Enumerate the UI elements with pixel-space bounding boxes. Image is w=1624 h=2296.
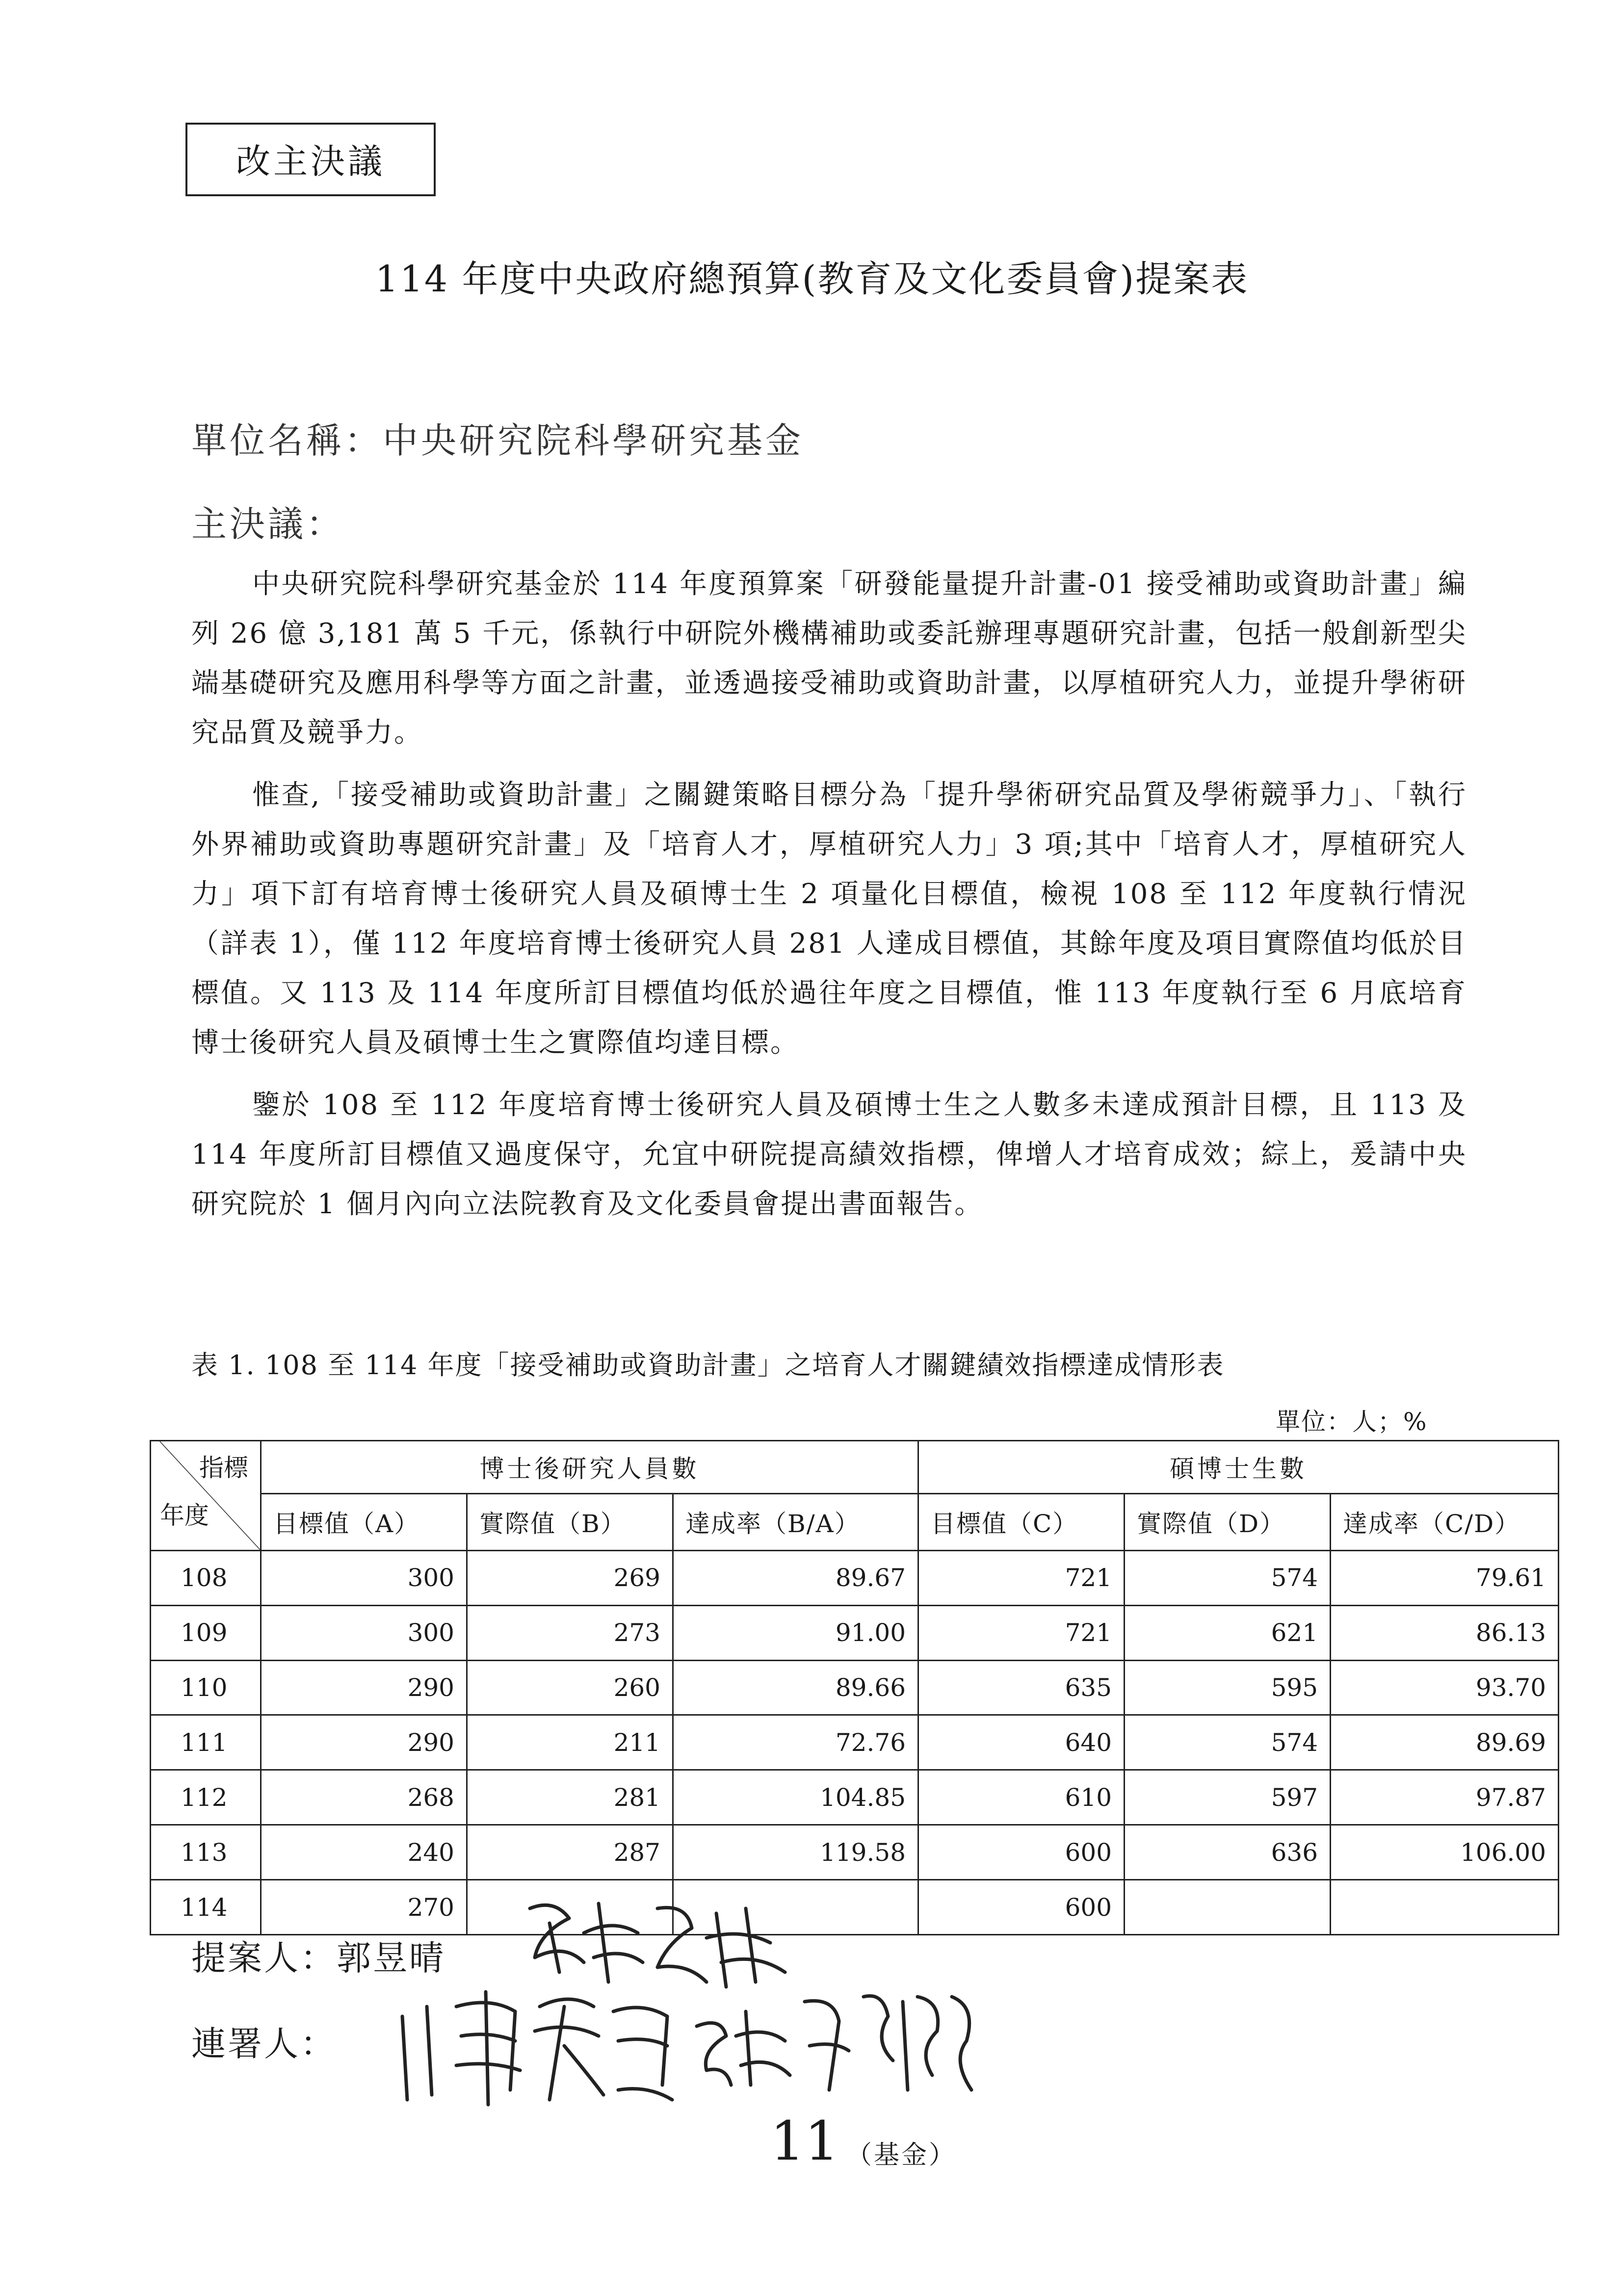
cell-target-a: 270	[261, 1880, 467, 1935]
cell-rate-cd: 93.70	[1331, 1660, 1559, 1715]
cell-rate-ba: 104.85	[673, 1770, 918, 1825]
cell-rate-ba: 89.66	[673, 1660, 918, 1715]
cell-rate-ba: 91.00	[673, 1605, 918, 1660]
cell-actual-d: 574	[1125, 1715, 1331, 1770]
page-number-suffix: （基金）	[846, 2140, 957, 2170]
cell-target-c: 600	[918, 1825, 1125, 1880]
decision-stamp-box: 改主決議	[185, 123, 436, 196]
cell-year: 114	[151, 1880, 261, 1935]
cell-actual-d: 621	[1125, 1605, 1331, 1660]
cell-actual-b: 287	[467, 1825, 673, 1880]
cell-actual-b: 273	[467, 1605, 673, 1660]
cosigner-label: 連署人：	[191, 2024, 337, 2064]
paragraph-3: 鑒於 108 至 112 年度培育博士後研究人員及碩博士生之人數多未達成預計目標，且 113 及 114 年度所訂目標值又過度保守，允宜中研院提高績效指標，俾增人才培育成效；綜上，爰請中央研究院於 1 個月內向立法院教育及文化委員會提出書面報告。	[191, 1089, 1467, 1220]
header-actual-b: 實際值（B）	[467, 1493, 673, 1550]
cell-target-c: 600	[918, 1880, 1125, 1935]
cell-rate-ba: 72.76	[673, 1715, 918, 1770]
cosigner-signature-1	[383, 1977, 687, 2114]
document-title: 114 年度中央政府總預算(教育及文化委員會)提案表	[375, 258, 1249, 300]
table-row	[151, 1825, 1559, 1880]
cell-rate-cd: 106.00	[1331, 1825, 1559, 1880]
cell-actual-b: 269	[467, 1550, 673, 1605]
proposer-label: 提案人：郭昱晴	[191, 1938, 445, 1978]
cell-actual-d	[1125, 1880, 1331, 1935]
unit-name: 單位名稱：中央研究院科學研究基金	[191, 420, 804, 461]
table-row	[151, 1770, 1559, 1825]
cell-rate-ba: 119.58	[673, 1825, 918, 1880]
cell-target-a: 240	[261, 1825, 467, 1880]
cosigner-signature-2	[687, 1982, 991, 2110]
cell-target-a: 268	[261, 1770, 467, 1825]
kpi-table	[150, 1440, 1559, 1935]
cell-actual-d: 636	[1125, 1825, 1331, 1880]
cell-actual-d: 597	[1125, 1770, 1331, 1825]
cell-target-a: 300	[261, 1605, 467, 1660]
cell-actual-d: 595	[1125, 1660, 1331, 1715]
cell-year: 110	[151, 1660, 261, 1715]
corner-label-year: 年度	[160, 1501, 209, 1530]
cell-rate-cd	[1331, 1880, 1559, 1935]
page-number: 11	[770, 2110, 839, 2172]
cell-rate-cd: 89.69	[1331, 1715, 1559, 1770]
paragraph-1: 中央研究院科學研究基金於 114 年度預算案「研發能量提升計畫-01 接受補助或資助計畫」編列 26 億 3,181 萬 5 千元，係執行中研院外機構補助或委託辦理專題研究計畫，包括一般創新型尖端基礎研究及應用科學等方面之計畫，並透過接受補助或資助計畫，以厚植研究人力，並提升學術研究品質及競爭力。	[191, 568, 1467, 749]
header-postdoc-group: 博士後研究人員數	[261, 1441, 918, 1494]
table-corner-cell	[151, 1441, 261, 1551]
cell-rate-ba: 89.67	[673, 1550, 918, 1605]
cell-rate-cd: 86.13	[1331, 1605, 1559, 1660]
cell-target-a: 290	[261, 1715, 467, 1770]
cell-actual-b: 260	[467, 1660, 673, 1715]
header-grad-group: 碩博士生數	[918, 1441, 1559, 1494]
header-rate-ba: 達成率（B/A）	[673, 1493, 918, 1550]
cell-actual-b: 281	[467, 1770, 673, 1825]
corner-label-indicator: 指標	[199, 1454, 248, 1482]
paragraph-2: 惟查,「接受補助或資助計畫」之關鍵策略目標分為「提升學術研究品質及學術競爭力」、「執行外界補助或資助專題研究計畫」及「培育人才，厚植研究人力」3 項;其中「培育人才，厚植研究人力」項下訂有培育博士後研究人員及碩博士生 2 項量化目標值，檢視 108 至 112 年度執行情況（詳表 1），僅 112 年度培育博士後研究人員 281 人達成目標值，其餘年度及項目實際值均低於目標值。又 113 及 114 年度所訂目標值均低於過往年度之目標值，惟 113 年度執行至 6 月底培育博士後研究人員及碩博士生之實際值均達目標。	[191, 779, 1467, 1059]
cell-year: 112	[151, 1770, 261, 1825]
table-row	[151, 1715, 1559, 1770]
header-actual-d: 實際值（D）	[1125, 1493, 1331, 1550]
cell-target-c: 640	[918, 1715, 1125, 1770]
cell-target-c: 610	[918, 1770, 1125, 1825]
table-caption: 表 1. 108 至 114 年度「接受補助或資助計畫」之培育人才關鍵績效指標達成情形表	[191, 1350, 1225, 1381]
table-row	[151, 1880, 1559, 1935]
table-row	[151, 1550, 1559, 1605]
cell-actual-b: 211	[467, 1715, 673, 1770]
cell-target-c: 635	[918, 1660, 1125, 1715]
header-target-a: 目標值（A）	[261, 1493, 467, 1550]
header-target-c: 目標值（C）	[918, 1493, 1125, 1550]
cell-actual-d: 574	[1125, 1550, 1331, 1605]
cell-year: 111	[151, 1715, 261, 1770]
cell-year: 109	[151, 1605, 261, 1660]
cell-target-a: 290	[261, 1660, 467, 1715]
table-row	[151, 1660, 1559, 1715]
cell-year: 113	[151, 1825, 261, 1880]
cell-rate-cd: 97.87	[1331, 1770, 1559, 1825]
cell-target-a: 300	[261, 1550, 467, 1605]
header-rate-cd: 達成率（C/D）	[1331, 1493, 1559, 1550]
cell-target-c: 721	[918, 1605, 1125, 1660]
resolution-body	[191, 559, 1467, 1242]
cell-year: 108	[151, 1550, 261, 1605]
table-row	[151, 1605, 1559, 1660]
main-resolution-label: 主決議：	[191, 503, 345, 545]
cell-target-c: 721	[918, 1550, 1125, 1605]
table-unit-note: 單位：人；%	[1276, 1408, 1428, 1436]
cell-rate-cd: 79.61	[1331, 1550, 1559, 1605]
